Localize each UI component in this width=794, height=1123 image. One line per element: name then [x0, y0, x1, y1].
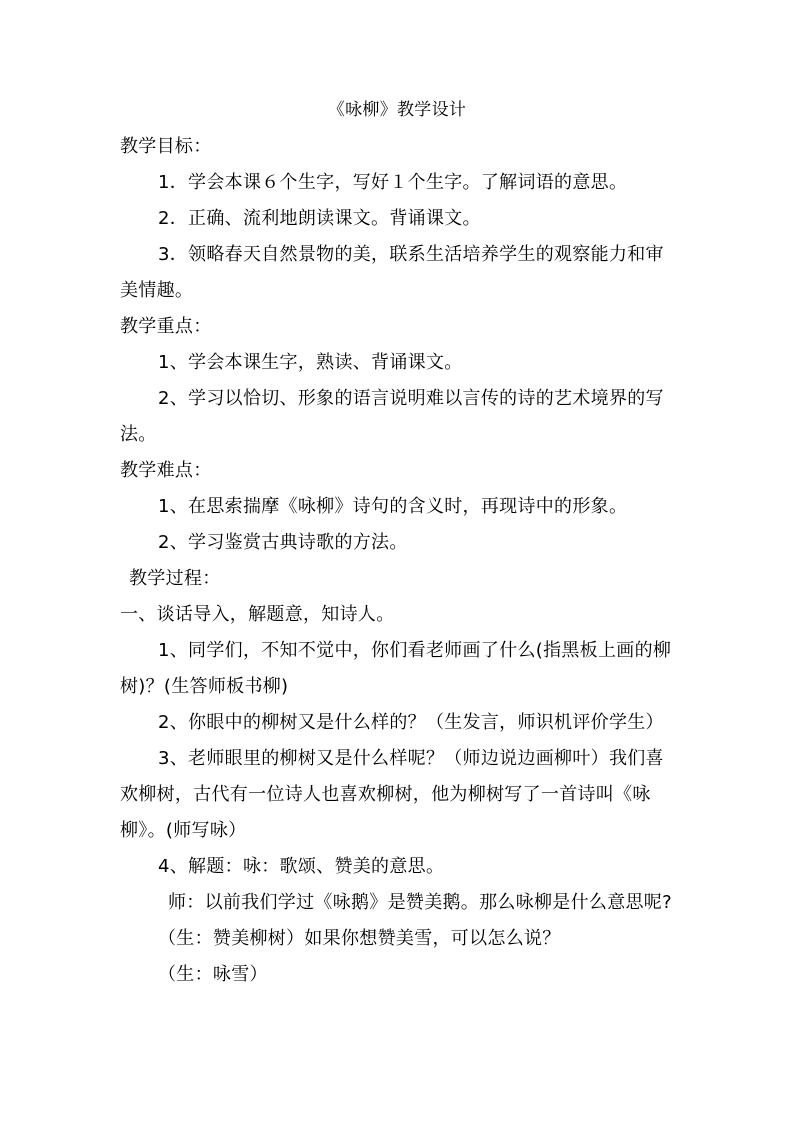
process-line-1: 1、同学们，不知不觉中，你们看老师画了什么(指黑板上画的柳	[158, 640, 672, 661]
key-point-item-1: 1、学会本课生字，熟读、背诵课文。	[158, 352, 463, 373]
objective-item-3-continued: 美情趣。	[120, 280, 194, 301]
process-heading: 教学过程：	[129, 568, 221, 589]
process-line-10: （生：咏雪）	[158, 964, 268, 985]
difficulties-heading: 教学难点：	[120, 460, 212, 481]
objective-item-2: 2．正确、流利地朗读课文。背诵课文。	[158, 208, 481, 229]
difficulty-item-2: 2、学习鉴赏古典诗歌的方法。	[158, 532, 408, 553]
key-point-item-2: 2、学习以恰切、形象的语言说明难以言传的诗的艺术境界的写	[158, 388, 664, 409]
process-line-7: 4、解题：咏：歌颂、赞美的意思。	[158, 856, 445, 877]
difficulty-item-1: 1、在思索揣摩《咏柳》诗句的含义时，再现诗中的形象。	[158, 496, 628, 517]
key-point-item-2-continued: 法。	[120, 424, 157, 445]
section-1-heading: 一、谈话导入，解题意，知诗人。	[120, 604, 395, 625]
document-title: 《咏柳》教学设计	[327, 100, 467, 120]
process-line-9: （生：赞美柳树）如果你想赞美雪，可以怎么说？	[158, 928, 561, 949]
process-line-8: 师：以前我们学过《咏鹅》是赞美鹅。那么咏柳是什么意思呢?	[168, 892, 672, 913]
process-line-3: 2、你眼中的柳树又是什么样的？（生发言，师识机评价学生）	[158, 712, 664, 733]
process-line-2: 树)？(生答师板书柳)	[120, 676, 289, 697]
key-points-heading: 教学重点：	[120, 316, 212, 337]
process-line-4: 3、老师眼里的柳树又是什么样呢？（师边说边画柳叶）我们喜	[158, 748, 664, 769]
objective-item-1: 1．学会本课６个生字，写好１个生字。了解词语的意思。	[158, 172, 628, 193]
objectives-heading: 教学目标：	[120, 136, 212, 157]
process-line-5: 欢柳树，古代有一位诗人也喜欢柳树，他为柳树写了一首诗叫《咏	[120, 784, 651, 805]
objective-item-3: 3．领略春天自然景物的美，联系生活培养学生的观察能力和审	[158, 244, 664, 265]
process-line-6: 柳》。(师写咏）	[120, 820, 247, 841]
